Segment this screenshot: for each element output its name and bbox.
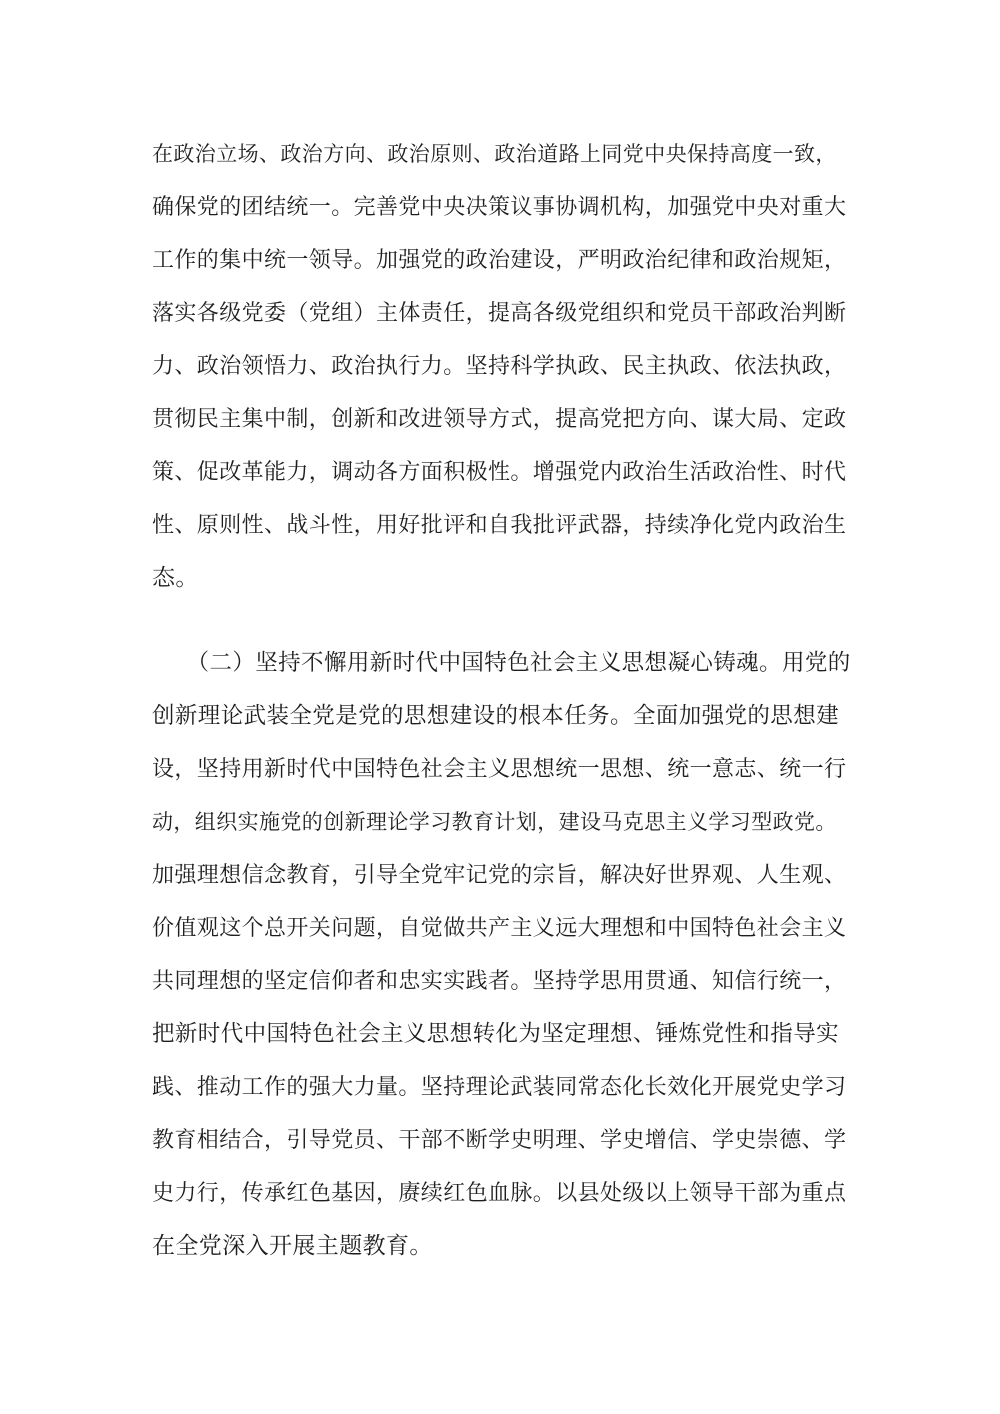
text-line: （二）坚持不懈用新时代中国特色社会主义思想凝心铸魂。用党的 xyxy=(152,650,851,676)
text-line: 加强理想信念教育，引导全党牢记党的宗旨，解决好世界观、人生观、 xyxy=(152,863,847,888)
text-line: 史力行，传承红色基因，赓续红色血脉。以县处级以上领导干部为重点 xyxy=(152,1181,847,1206)
text-line: 设，坚持用新时代中国特色社会主义思想统一思想、统一意志、统一行 xyxy=(152,757,847,782)
text-line: 践、推动工作的强大力量。坚持理论武装同常态化长效化开展党史学习 xyxy=(152,1075,847,1100)
paragraph-party-unity xyxy=(152,128,852,605)
text-line: 把新时代中国特色社会主义思想转化为坚定理想、锤炼党性和指导实 xyxy=(152,1021,840,1047)
text-line: 力、政治领悟力、政治执行力。坚持科学执政、民主执政、依法执政， xyxy=(152,354,847,379)
text-line: 工作的集中统一领导。加强党的政治建设，严明政治纪律和政治规矩， xyxy=(152,248,847,273)
text-line: 性、原则性、战斗性，用好批评和自我批评武器，持续净化党内政治生 xyxy=(152,513,847,538)
text-line: 教育相结合，引导党员、干部不断学史明理、学史增信、学史崇德、学 xyxy=(152,1128,847,1153)
text-line: 共同理想的坚定信仰者和忠实实践者。坚持学思用贯通、知信行统一， xyxy=(152,969,847,994)
text-line: 策、促改革能力，调动各方面积极性。增强党内政治生活政治性、时代 xyxy=(152,460,847,485)
text-line: 在全党深入开展主题教育。 xyxy=(152,1233,433,1259)
text-line: 创新理论武装全党是党的思想建设的根本任务。全面加强党的思想建 xyxy=(152,703,840,729)
text-line: 落实各级党委（党组）主体责任，提高各级党组织和党员干部政治判断 xyxy=(152,301,847,326)
text-line: 价值观这个总开关问题，自觉做共产主义远大理想和中国特色社会主义 xyxy=(152,916,847,941)
text-line: 态。 xyxy=(152,565,199,591)
text-line: 贯彻民主集中制，创新和改进领导方式，提高党把方向、谋大局、定政 xyxy=(152,407,847,432)
text-line: 确保党的团结统一。完善党中央决策议事协调机构，加强党中央对重大 xyxy=(152,195,847,220)
text-line: 动，组织实施党的创新理论学习教育计划，建设马克思主义学习型政党。 xyxy=(152,810,837,834)
text-line: 在政治立场、政治方向、政治原则、政治道路上同党中央保持高度一致， xyxy=(152,142,837,166)
paragraph-ideological-building xyxy=(152,637,852,1273)
